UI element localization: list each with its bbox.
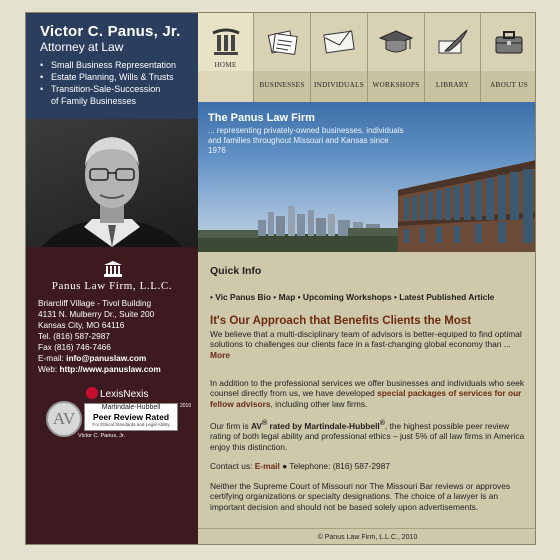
lexisnexis-text: LexisNexis (100, 389, 149, 400)
city-skyline-image (198, 102, 536, 252)
nav-about-label: ABOUT US (489, 81, 528, 89)
badge-attorney-name: Victor C. Panus, Jr. (78, 433, 125, 439)
av-text: AV® (250, 420, 268, 431)
nav-home[interactable] (198, 13, 254, 102)
nav-workshops[interactable] (368, 13, 425, 102)
web-line (38, 364, 161, 375)
individuals-icon-box (311, 13, 367, 71)
firm-panel (26, 247, 198, 545)
fax: Fax (816) 746-7466 (38, 342, 111, 352)
email-line (38, 353, 161, 364)
special-packages-link[interactable]: special packages of services for our fellow advisors (210, 388, 522, 409)
contact-telephone: Telephone: (816) 587-2987 (289, 461, 390, 471)
web-label: Web: (38, 364, 58, 374)
address-line: Briarcliff Village - Tivol Building (38, 298, 152, 308)
about-icon-box (481, 13, 536, 71)
peer-review-box (84, 403, 178, 431)
nav-workshops-label: WORKSHOPS (372, 81, 420, 89)
courthouse-icon (104, 261, 122, 277)
businesses-icon-box (254, 13, 310, 71)
rating-text-b: , the highest possible peer review rating of both legal ability and professional ethics – just 5% of all law firms in America enjoy this distinction. (210, 420, 525, 452)
web-link[interactable]: http://www.panuslaw.com (59, 364, 161, 374)
workshops-icon-box (368, 13, 424, 71)
nav-library-label: LIBRARY (435, 81, 470, 89)
contact-line: Contact us: E-mail ● Telephone: (816) 587-2987 (210, 461, 390, 471)
service-item (40, 59, 176, 71)
email-label: E-mail: (38, 353, 64, 363)
more-link[interactable]: More (210, 349, 231, 360)
rated-by-text: rated by Martindale-Hubbell® (269, 420, 385, 431)
nav-individuals-label: INDIVIDUALS (313, 81, 364, 89)
documents-icon (264, 27, 300, 57)
lexisnexis-dot-icon (86, 387, 98, 399)
approach-heading: It's Our Approach that Benefits Clients the Most (210, 315, 472, 327)
av-rating-icon: AV (46, 401, 82, 437)
approach-text: We believe that a multi-disciplinary team of advisors is better-equiped to find optimal solutions to challenges our clients face in a fast-changing global economy than ... (210, 329, 522, 350)
address-line: 4131 N. Mulberry Dr., Suite 200 (38, 309, 155, 319)
hero-description: ... representing privately-owned businesses, individuals and families throughout Missouri and Kansas since 1976 (208, 126, 404, 155)
firm-name: Panus Law Firm, L.L.C. (51, 280, 173, 292)
hero-title: The Panus Law Firm (208, 112, 315, 124)
attorney-name: Victor C. Panus, Jr. (40, 23, 181, 40)
briefcase-icon (491, 27, 527, 57)
nav-individuals[interactable] (311, 13, 368, 102)
nav-about[interactable] (481, 13, 536, 102)
main-nav (198, 13, 536, 102)
main-content (198, 252, 536, 545)
lexisnexis-logo (86, 387, 148, 400)
service-text: Small Business Representation (51, 60, 177, 70)
quick-link-workshops[interactable]: Upcoming Workshops (302, 292, 392, 302)
service-item (40, 71, 176, 83)
nav-home-underlay (198, 71, 253, 102)
contact-email-link[interactable]: E-mail (254, 461, 280, 471)
nav-businesses[interactable] (254, 13, 311, 102)
service-text-cont: of Family Businesses (51, 96, 137, 106)
martindale-hubbell-text: Martindale-Hubbell (101, 404, 161, 411)
address-line: Kansas City, MO 64116 (38, 320, 125, 330)
footer-copyright: © Panus Law Firm, L.L.C., 2010 (198, 528, 536, 545)
attorney-portrait (26, 119, 198, 247)
email-link[interactable]: info@panuslaw.com (66, 353, 147, 363)
rating-text-a: Our firm is (210, 420, 249, 431)
services-text-c: , including other law firms. (270, 398, 368, 409)
quick-link-article[interactable]: Latest Published Article (399, 292, 495, 302)
graduation-cap-icon (378, 27, 414, 57)
service-item (40, 83, 176, 107)
quick-info-title: Quick Info (210, 265, 262, 277)
quick-link-map[interactable]: Map (278, 292, 296, 302)
peer-review-text: Peer Review Rated (92, 412, 170, 422)
library-icon-box (425, 13, 480, 71)
nav-businesses-label: BUSINESSES (259, 81, 305, 89)
peer-review-subtext: For Ethical Standards and Legal Ability (92, 422, 170, 427)
peer-review-year: 2010 (180, 403, 192, 409)
nav-home-label: HOME (214, 61, 237, 69)
service-text: Estate Planning, Wills & Trusts (51, 72, 174, 82)
page (25, 12, 536, 545)
quick-links: • Vic Panus Bio • Map • Upcoming Workshops • Latest Published Article (210, 292, 495, 302)
quill-pen-icon (435, 27, 471, 57)
firm-address (38, 298, 161, 375)
services-list (40, 59, 176, 107)
services-paragraph (210, 378, 526, 409)
quick-link-bio[interactable]: Vic Panus Bio (215, 292, 271, 302)
services-text-a: In addition to the professional services we offer businesses and individuals who seek counsel directly from us, we have developed (210, 378, 525, 399)
service-text: Transition-Sale-Succession (51, 84, 161, 94)
nav-library[interactable] (425, 13, 481, 102)
columns-logo-icon (209, 25, 243, 59)
rating-paragraph (210, 419, 526, 452)
envelope-icon (321, 27, 357, 57)
contact-label: Contact us: (210, 461, 253, 471)
approach-paragraph (210, 329, 526, 360)
attorney-title: Attorney at Law (40, 40, 124, 54)
telephone: Tel. (816) 587-2987 (38, 331, 110, 341)
attorney-header (26, 13, 198, 119)
hero-banner (198, 102, 536, 252)
disclaimer-paragraph: Neither the Supreme Court of Missouri nor The Missouri Bar reviews or approves certifying organizations or specialty designations. The choice of a lawyer is an important decision and should not be based solely upon advertisements. (210, 481, 511, 512)
